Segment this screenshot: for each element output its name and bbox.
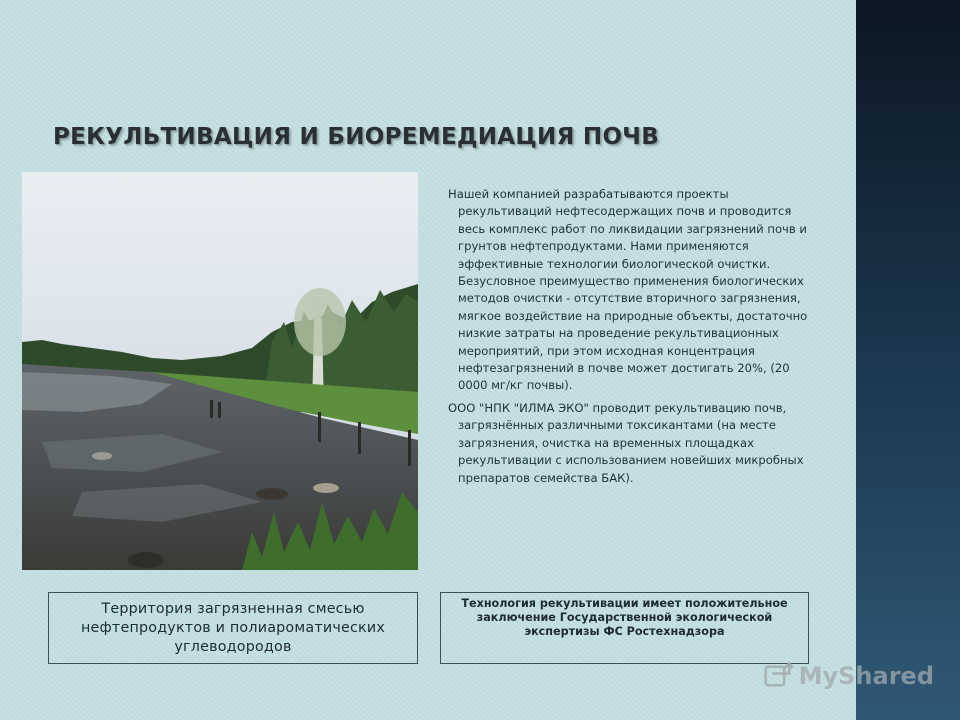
- polluted-river-photo: [22, 172, 418, 570]
- photo-caption-box: [48, 592, 418, 664]
- description-text: [448, 186, 820, 492]
- description-paragraph-2: ООО "НПК "ИЛМА ЭКО" проводит рекультивацию почв, загрязнённых различными токсикантами (на месте загрязнения, очистка на временных площадках рекультивации с использованием новейших микробных препаратов семейства БАК).: [448, 400, 804, 485]
- technology-note-box: [440, 592, 809, 664]
- myshared-logo-icon: [764, 659, 793, 693]
- technology-note: Технология рекультивации имеет положительное заключение Государственной экологической экспертизы ФС Ростехнадзора: [461, 597, 788, 638]
- slide-title: РЕКУЛЬТИВАЦИЯ И БИОРЕМЕДИАЦИЯ ПОЧВ: [53, 124, 660, 150]
- description-paragraph-1: Нашей компанией разрабатываются проекты рекультиваций нефтесодержащих почв и проводится весь комплекс работ по ликвидации загрязнений почв и грунтов нефтепродуктами. Нами применяются эффективные технологии биологической очистки. Безусловное преимущество применения биологических методов очистки - отсутствие вторичного загрязнения, мягкое воздействие на природные объекты, достаточно низкие затраты на проведение рекультивационных мероприятий, при этом исходная концентрация нефтезагрязнений в почве может достигать 20%, (20 0000 мг/кг почвы).: [448, 187, 808, 393]
- watermark-text: MyShared: [798, 662, 934, 690]
- right-dark-band: [856, 0, 960, 720]
- photo-caption: Территория загрязненная смесью нефтепродуктов и полиароматических углеводородов: [80, 600, 386, 655]
- watermark: [764, 656, 934, 696]
